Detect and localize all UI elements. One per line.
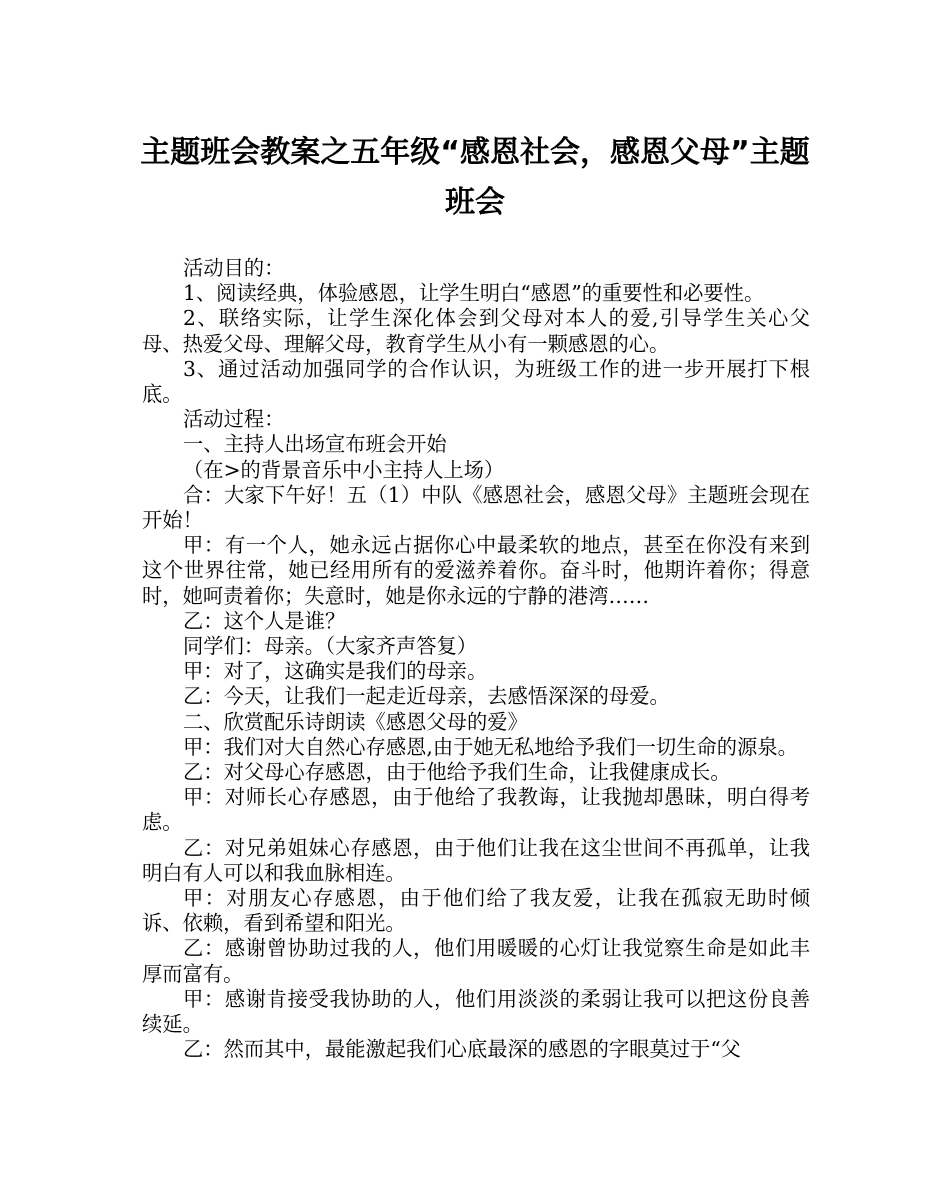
paragraph: 同学们：母亲。（大家齐声答复） xyxy=(183,634,478,659)
paragraph: 乙：这个人是谁？ xyxy=(183,608,346,633)
paragraph: 乙：对父母心存感恩，由于他给予我们生命，让我健康成长。 xyxy=(183,760,731,785)
document-title: 主题班会教案之五年级“感恩社会，感恩父母”主题班会 xyxy=(140,135,810,220)
paragraph: 活动过程： xyxy=(183,407,285,432)
paragraph: 二、欣赏配乐诗朗读《感恩父母的爱》 xyxy=(183,709,528,734)
paragraph: 甲：我们对大自然心存感恩,由于她无私地给予我们一切生命的源泉。 xyxy=(183,734,798,759)
paragraph: 甲：有一个人，她永远占据你心中最柔软的地点，甚至在你没有来到这个世界往常，她已经用所有的爱滋养着你。奋斗时，他期许着你；得意时，她呵责着你；失意时，她是你永远的宁静的港湾…… xyxy=(142,533,810,608)
paragraph: 一、主持人出场宣布班会开始 xyxy=(183,432,447,457)
paragraph: 1、阅读经典，体验感恩，让学生明白“感恩”的重要性和必要性。 xyxy=(183,281,765,306)
paragraph: 乙：今天，让我们一起走近母亲，去感悟深深的母爱。 xyxy=(183,684,670,709)
paragraph: 活动目的： xyxy=(183,256,285,280)
paragraph: 甲：感谢肯接受我协助的人，他们用淡淡的柔弱让我可以把这份良善续延。 xyxy=(142,986,810,1037)
paragraph: 合：大家下午好！五（1）中队《感恩社会，感恩父母》主题班会现在开始！ xyxy=(142,482,810,533)
paragraph: 乙：感谢曾协助过我的人，他们用暖暖的心灯让我觉察生命是如此丰厚而富有。 xyxy=(142,936,810,986)
paragraph: 2、联络实际，让学生深化体会到父母对本人的爱,引导学生关心父母、热爱父母、理解父母，教育学生从小有一颗感恩的心。 xyxy=(142,306,810,356)
paragraph: 甲：对了，这确实是我们的母亲。 xyxy=(183,659,488,684)
paragraph: 甲：对朋友心存感恩，由于他们给了我友爱，让我在孤寂无助时倾诉、依赖，看到希望和阳光。 xyxy=(142,886,810,936)
paragraph: （在>的背景音乐中小主持人上场） xyxy=(183,457,505,482)
paragraph: 乙：对兄弟姐妹心存感恩，由于他们让我在这尘世间不再孤单，让我明白有人可以和我血脉相连。 xyxy=(142,835,810,885)
paragraph: 3、通过活动加强同学的合作认识，为班级工作的进一步开展打下根底。 xyxy=(142,356,810,407)
paragraph: 甲：对师长心存感恩，由于他给了我教诲，让我抛却愚昧，明白得考虑。 xyxy=(142,785,810,835)
paragraph: 乙：然而其中，最能激起我们心底最深的感恩的字眼莫过于“父 xyxy=(183,1037,741,1062)
document-body xyxy=(142,256,810,1063)
